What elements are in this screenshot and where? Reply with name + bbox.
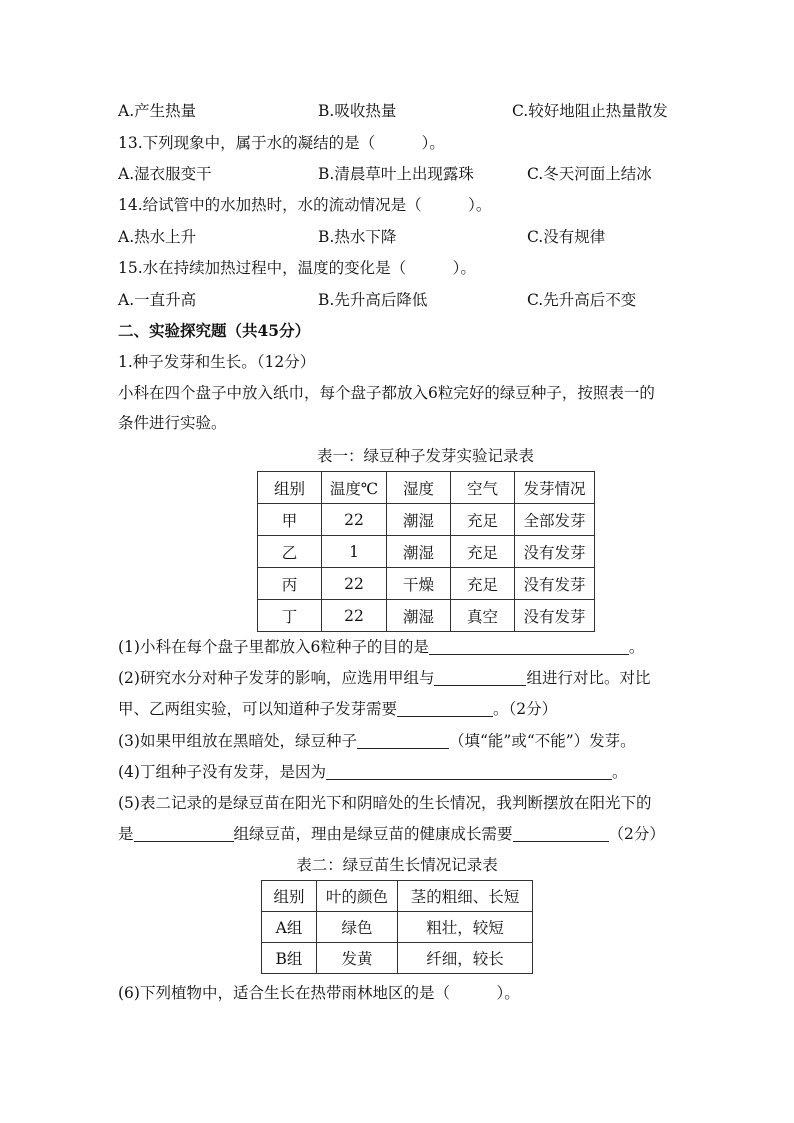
table-cell: 潮湿 [387,504,451,536]
table-cell: 绿色 [317,912,398,943]
q14-stem: 14.给试管中的水加热时，水的流动情况是（ ）。 [118,196,492,214]
table-cell: 发黄 [317,943,398,974]
sub-question-1-end: 。 [628,638,645,656]
table-row [258,568,595,600]
q15-stem: 15.水在持续加热过程中，温度的变化是（ ）。 [118,259,476,277]
q12-option-c: C.较好地阻止热量散发 [512,102,668,120]
sub-question-1-text: (1)小科在每个盘子里都放入6粒种子的目的是 [118,638,429,656]
table-cell: 充足 [451,536,515,568]
table-cell: 甲 [258,504,322,536]
intro-text-line1: 小科在四个盘子中放入纸巾，每个盘子都放入6粒完好的绿豆种子，按照表一的 [118,384,655,402]
sub-question-1 [118,637,644,657]
q15-option-c: C.先升高后不变 [527,291,637,309]
table-cell: 全部发芽 [515,504,595,536]
table-header: 茎的粗细、长短 [398,881,533,912]
table-cell: A组 [262,912,317,943]
sub-question-4-end: 。 [611,763,628,781]
sub-question-5-text-b: 组绿豆苗，理由是绿豆苗的健康成长需要 [233,825,513,843]
table-cell: 粗壮，较短 [398,912,533,943]
sub-question-2-line2 [118,699,557,719]
table-row [262,912,533,943]
answer-blank[interactable] [434,669,526,686]
q14-option-a: A.热水上升 [118,228,197,246]
table-header: 空气 [451,472,515,504]
table-header: 组别 [262,881,317,912]
table-header-row [258,472,595,504]
table-cell: 没有发芽 [515,536,595,568]
q14-option-b: B.热水下降 [318,228,397,246]
table-header: 湿度 [387,472,451,504]
sub-question-2-text-b: 组进行对比。对比 [526,669,651,687]
q15-option-a: A.一直升高 [118,291,197,309]
table-cell: 丁 [258,600,322,632]
table-cell: 潮湿 [387,536,451,568]
seed-germination-table [257,471,595,632]
q15-option-b: B.先升高后降低 [318,291,428,309]
table-header: 叶的颜色 [317,881,398,912]
table-header: 温度℃ [322,472,387,504]
answer-blank[interactable] [429,638,629,655]
sub-question-2-line2-end: 。（2分） [493,700,558,718]
sub-question-2-line2-text: 甲、乙两组实验，可以知道种子发芽需要 [118,700,398,718]
sub-question-2-text: (2)研究水分对种子发芽的影响，应选用甲组与 [118,669,435,687]
sub-question-4 [118,762,627,782]
answer-blank[interactable] [513,825,609,842]
question-title: 1.种子发芽和生长。（12分） [118,353,316,371]
table-cell: 充足 [451,504,515,536]
sub-question-5-score: （2分） [608,825,665,843]
sub-question-5-text-a: 是 [118,825,134,843]
answer-blank[interactable] [357,732,449,749]
table-row [258,536,595,568]
seedling-growth-table [261,880,533,974]
table-cell: 干燥 [387,568,451,600]
sub-question-5-line2 [118,824,665,844]
table-cell: 没有发芽 [515,600,595,632]
sub-question-6: (6)下列植物中，适合生长在热带雨林地区的是（ ）。 [118,984,520,1002]
table-cell: 22 [322,568,387,600]
q12-option-b: B.吸收热量 [318,102,397,120]
table-row [258,600,595,632]
q12-option-a: A.产生热量 [118,102,197,120]
q13-option-a: A.湿衣服变干 [118,165,212,183]
table-cell: 潮湿 [387,600,451,632]
table-cell: 22 [322,600,387,632]
table-header: 组别 [258,472,322,504]
q13-option-c: C.冬天河面上结冰 [527,165,652,183]
answer-blank[interactable] [134,825,234,842]
table-header-row [262,881,533,912]
sub-question-3-end: （填“能”或“不能”）发芽。 [448,732,636,750]
table-cell: B组 [262,943,317,974]
sub-question-5-line1: (5)表二记录的是绿豆苗在阳光下和阴暗处的生长情况，我判断摆放在阳光下的 [118,794,652,812]
table-cell: 丙 [258,568,322,600]
table-row [262,943,533,974]
table2-caption: 表二：绿豆苗生长情况记录表 [296,856,498,874]
table-cell: 没有发芽 [515,568,595,600]
q14-option-c: C.没有规律 [527,228,606,246]
sub-question-3 [118,731,636,751]
sub-question-4-text: (4)丁组种子没有发芽，是因为 [118,763,326,781]
table1-caption: 表一：绿豆种子发芽实验记录表 [316,447,534,465]
table-cell: 纤细，较长 [398,943,533,974]
table-cell: 充足 [451,568,515,600]
sub-question-2 [118,668,650,688]
table-cell: 乙 [258,536,322,568]
table-row [258,504,595,536]
answer-blank[interactable] [397,700,493,717]
intro-text-line2: 条件进行实验。 [118,414,227,432]
q13-stem: 13.下列现象中，属于水的凝结的是（ ）。 [118,134,445,152]
table-cell: 真空 [451,600,515,632]
answer-blank[interactable] [326,763,612,780]
sub-question-3-text: (3)如果甲组放在黑暗处，绿豆种子 [118,732,357,750]
table-header: 发芽情况 [515,472,595,504]
section-title: 二、实验探究题（共45分） [118,321,311,340]
table-cell: 22 [322,504,387,536]
q13-option-b: B.清晨草叶上出现露珠 [318,165,474,183]
table-cell: 1 [322,536,387,568]
